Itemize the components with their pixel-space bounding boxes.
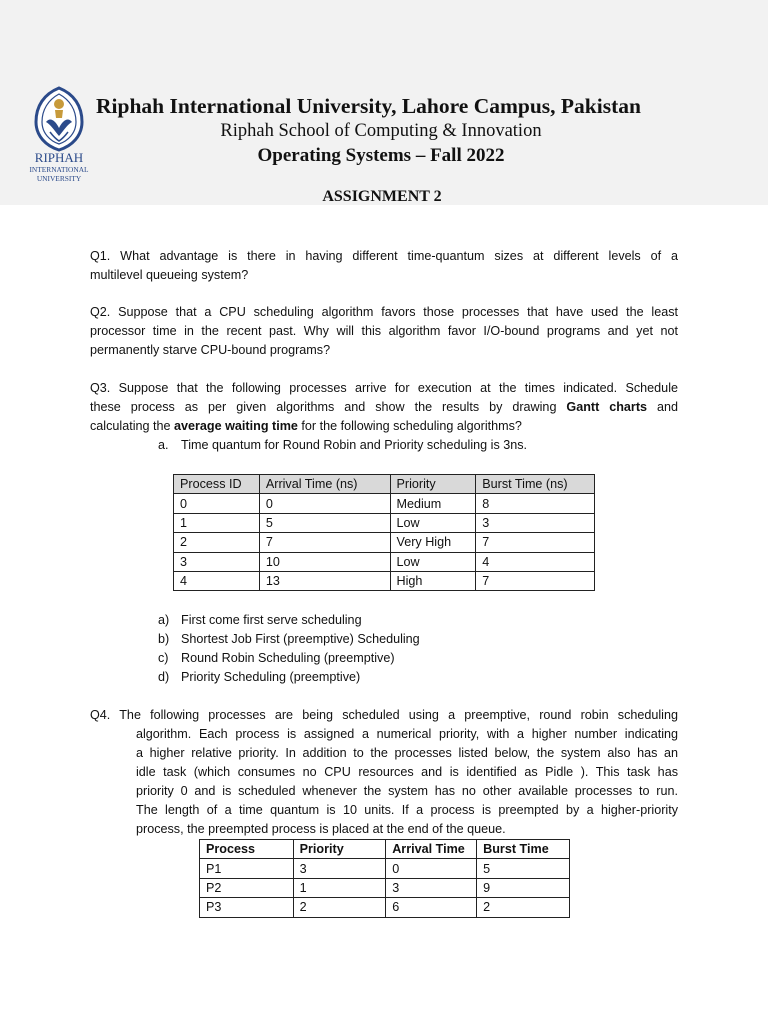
table-row <box>174 513 595 532</box>
q2-line: processor time in the recent past. Why will this algorithm favor I/O-bound programs and yet not <box>90 324 678 338</box>
algorithm-list <box>158 611 420 687</box>
table-cell: 1 <box>174 513 260 532</box>
q1-line: Q1. What advantage is there in having different time-quantum sizes at different levels of a <box>90 249 678 263</box>
university-title: Riphah International University, Lahore Campus, Pakistan <box>96 94 641 118</box>
q4-line: process, the preempted process is placed at the end of the queue. <box>136 822 506 836</box>
table-cell: 2 <box>293 898 386 917</box>
table-header-row <box>200 840 570 859</box>
table-cell: 1 <box>293 878 386 897</box>
q3-note-label: a. <box>158 438 169 452</box>
table-header-cell: Priority <box>293 840 386 859</box>
list-item: c) Round Robin Scheduling (preemptive) <box>158 651 395 665</box>
table-cell: 0 <box>259 494 390 513</box>
logo-line2: INTERNATIONAL <box>29 165 89 174</box>
logo-line3: UNIVERSITY <box>36 174 82 183</box>
school-name: Riphah School of Computing & Innovation <box>220 121 542 141</box>
table-cell: Low <box>390 552 476 571</box>
q1-line: multilevel queueing system? <box>90 268 249 282</box>
question-2 <box>90 303 678 360</box>
table-row <box>200 859 570 878</box>
table-cell: 2 <box>477 898 570 917</box>
table-header-cell: Priority <box>390 475 476 494</box>
table-cell: 3 <box>174 552 260 571</box>
table-cell: High <box>390 571 476 590</box>
table-cell: 7 <box>476 571 595 590</box>
table-cell: 7 <box>476 533 595 552</box>
list-item: d) Priority Scheduling (preemptive) <box>158 670 361 684</box>
q4-line: algorithm. Each process is assigned a numerical priority, with a higher number indicating <box>136 727 678 741</box>
table-cell: 0 <box>174 494 260 513</box>
q3-line-1: Q3. Suppose that the following processes arrive for execution at the times indicated. Schedule <box>90 381 678 395</box>
university-logo <box>22 84 96 188</box>
table-header-cell: Process <box>200 840 294 859</box>
avg-waiting-time-emphasis: average waiting time <box>174 419 298 433</box>
q3-note <box>158 436 527 455</box>
table-cell: Very High <box>390 533 476 552</box>
assignment-title: ASSIGNMENT 2 <box>322 188 442 205</box>
course-title: Operating Systems – Fall 2022 <box>257 145 505 166</box>
table-cell: 7 <box>259 533 390 552</box>
table-header-cell: Burst Time <box>477 840 570 859</box>
table-header-cell: Arrival Time (ns) <box>259 475 390 494</box>
table-cell: 5 <box>259 513 390 532</box>
table-cell: 9 <box>477 878 570 897</box>
q4-line: a higher relative priority. In addition to the processes listed below, the system also has an <box>136 746 678 760</box>
table-cell: 3 <box>476 513 595 532</box>
table-row <box>200 898 570 917</box>
q4-line: priority 0 and is scheduled whenever the system has no other available processes to run. <box>136 784 678 798</box>
logo-emblem-icon <box>36 88 82 150</box>
q4-line: idle task (which consumes no CPU resources and is identified as Pidle ). This task has <box>136 765 678 779</box>
table-header-cell: Process ID <box>174 475 260 494</box>
q3-line-2: these process as per given algorithms and show the results by drawing Gantt charts and <box>90 400 679 414</box>
logo-name: RIPHAH <box>34 150 84 165</box>
table-row <box>200 878 570 897</box>
table-cell: 10 <box>259 552 390 571</box>
table-cell: 5 <box>477 859 570 878</box>
list-item: a) First come first serve scheduling <box>158 613 362 627</box>
table-cell: Medium <box>390 494 476 513</box>
question-4-first-line: Q4. The following processes are being scheduled using a preemptive, round robin scheduling <box>90 708 678 722</box>
q3-note-text: Time quantum for Round Robin and Priority scheduling is 3ns. <box>181 438 528 452</box>
q2-line: permanently starve CPU-bound programs? <box>90 343 331 357</box>
table-cell: 4 <box>476 552 595 571</box>
table-cell: 0 <box>386 859 477 878</box>
q3-process-table <box>173 474 595 591</box>
table-cell: 3 <box>293 859 386 878</box>
table-cell: 13 <box>259 571 390 590</box>
table-header-row <box>174 475 595 494</box>
table-cell: P2 <box>200 878 294 897</box>
table-header-cell: Arrival Time <box>386 840 477 859</box>
table-cell: 4 <box>174 571 260 590</box>
table-cell: 8 <box>476 494 595 513</box>
table-cell: P3 <box>200 898 294 917</box>
table-cell: 6 <box>386 898 477 917</box>
table-row <box>174 494 595 513</box>
table-row <box>174 533 595 552</box>
table-header-cell: Burst Time (ns) <box>476 475 595 494</box>
list-item: b) Shortest Job First (preemptive) Scheduling <box>158 632 420 646</box>
table-row <box>174 571 595 590</box>
table-cell: Low <box>390 513 476 532</box>
table-row <box>174 552 595 571</box>
q4-line: The length of a time quantum is 10 units. If a process is preempted by a higher-priority <box>136 803 678 817</box>
table-cell: 3 <box>386 878 477 897</box>
q3-line-3: calculating the average waiting time for the following scheduling algorithms? <box>90 419 522 433</box>
q2-line: Q2. Suppose that a CPU scheduling algorithm favors those processes that have used the least <box>90 305 678 319</box>
gantt-charts-emphasis: Gantt charts <box>566 400 648 414</box>
table-cell: 2 <box>174 533 260 552</box>
question-4-body <box>136 725 678 839</box>
q4-process-table <box>199 839 570 918</box>
table-cell: P1 <box>200 859 294 878</box>
question-1 <box>90 247 678 285</box>
question-3 <box>90 379 678 436</box>
